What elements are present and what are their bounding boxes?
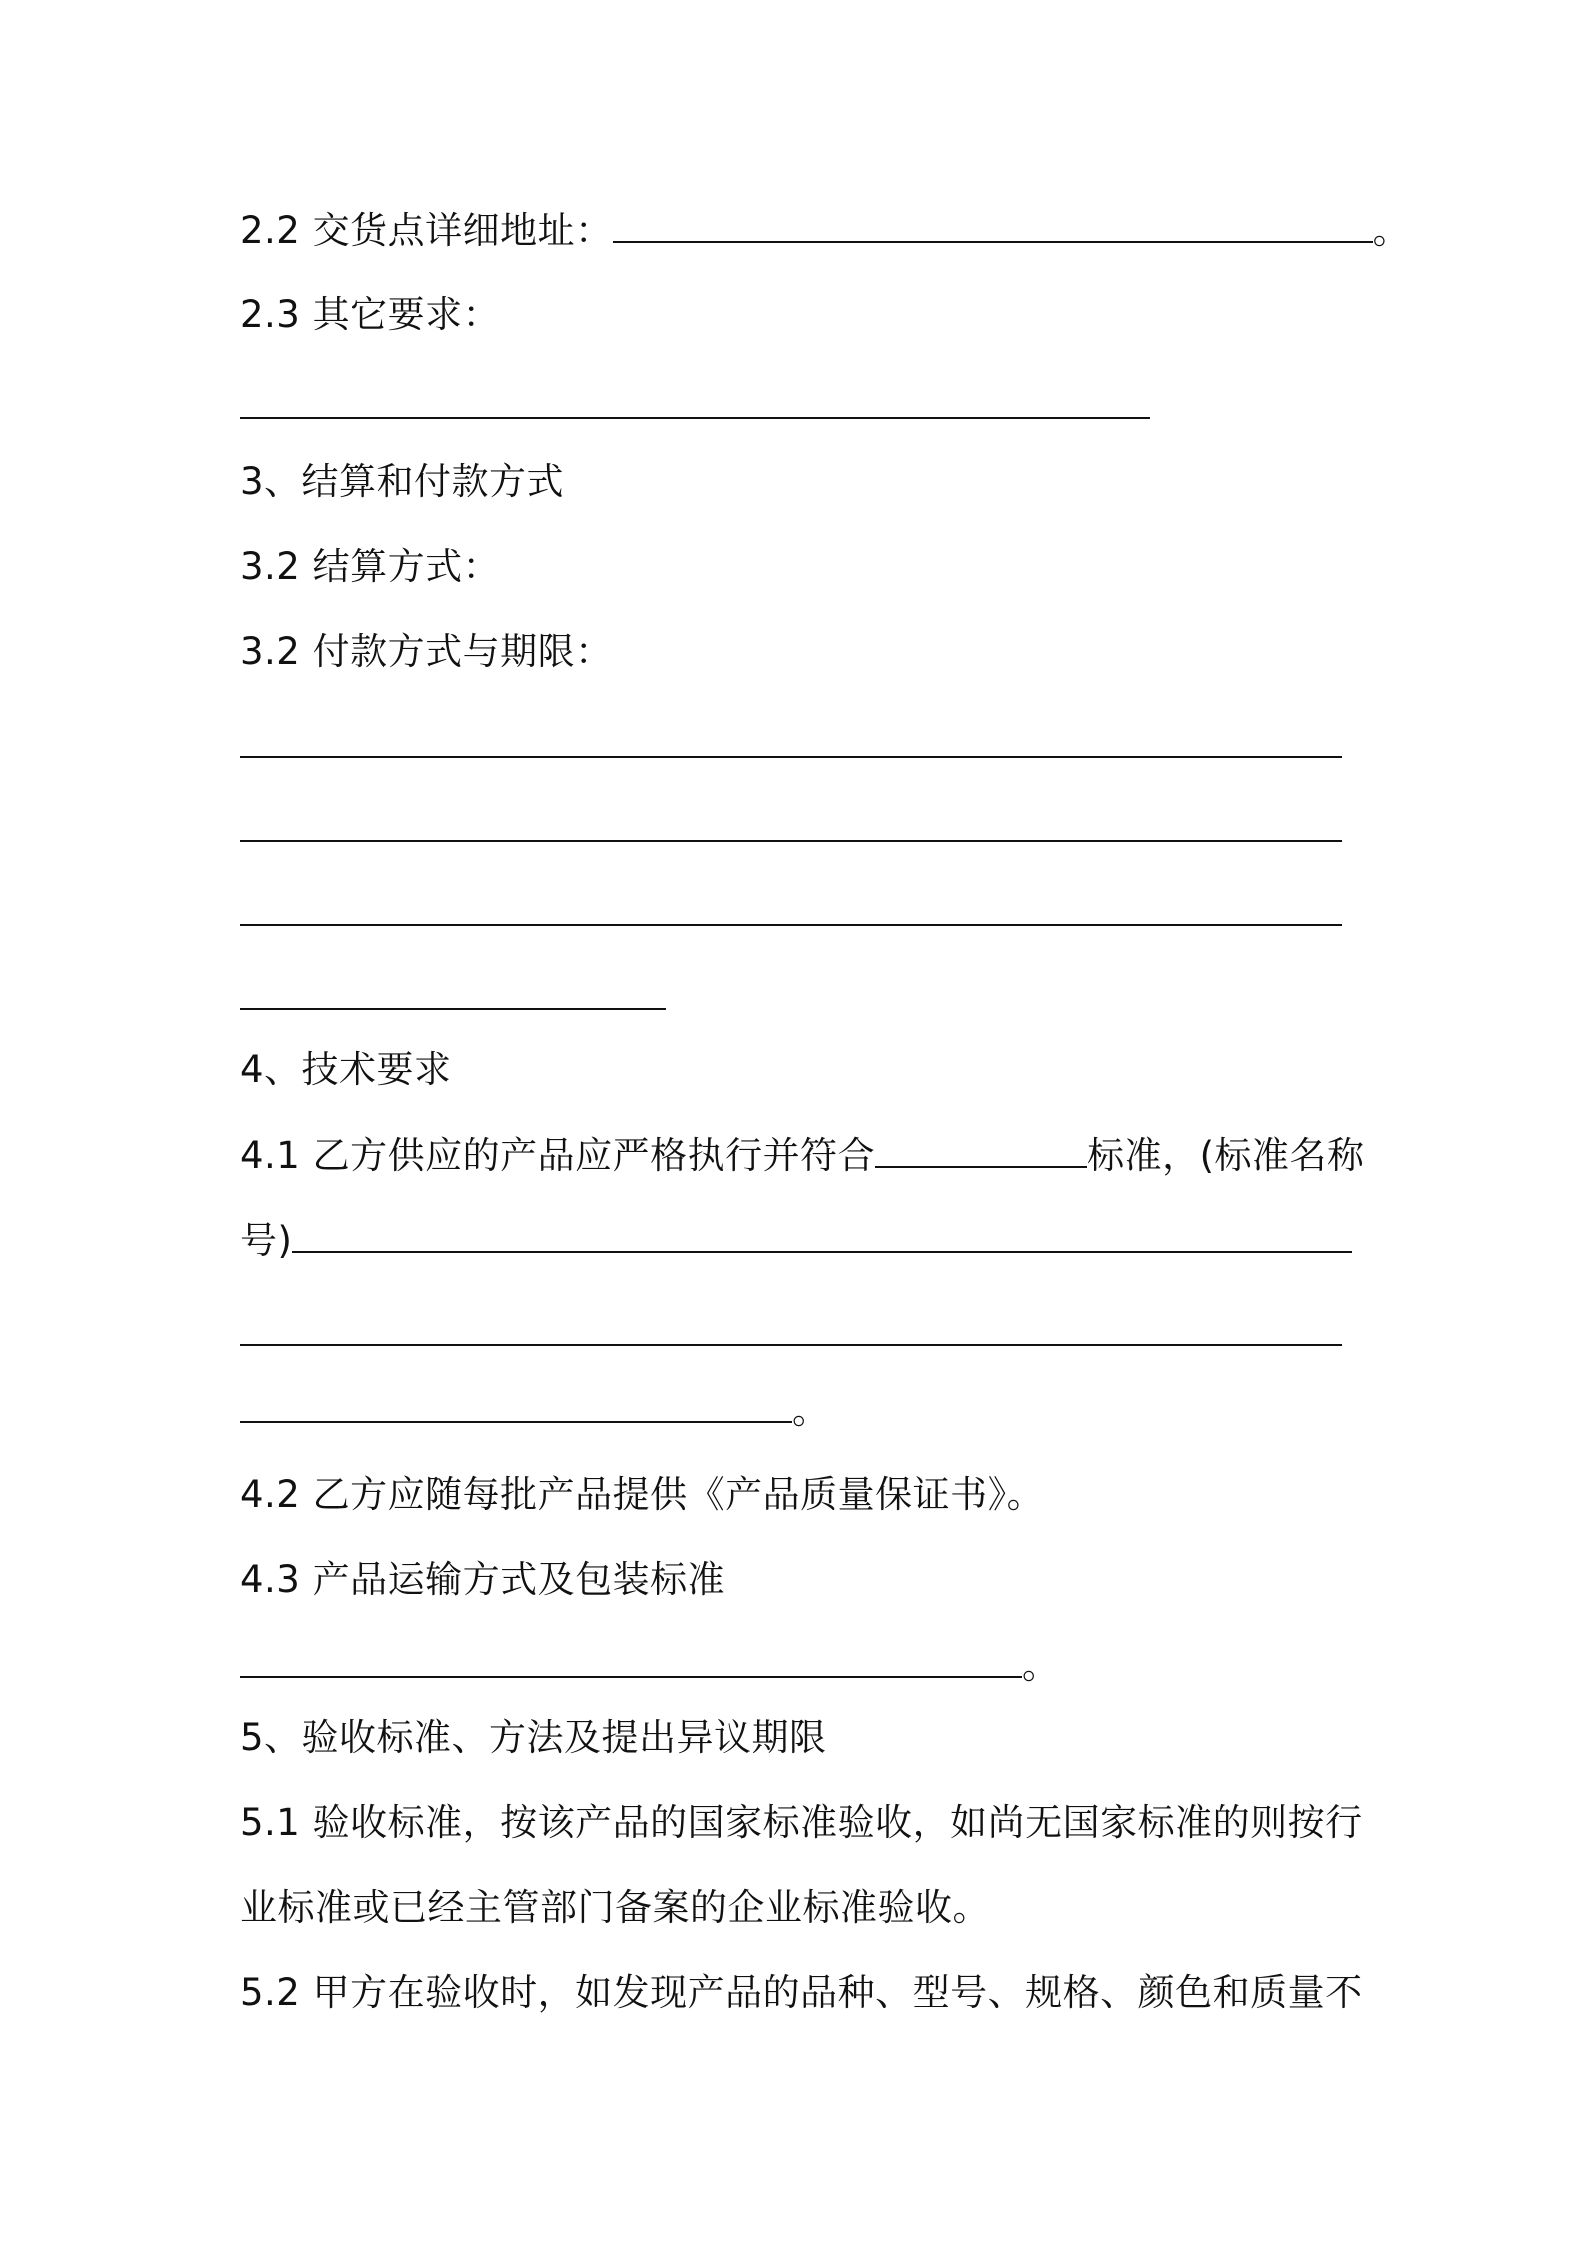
clause-4-2: 4.2 乙方应随每批产品提供《产品质量保证书》。 bbox=[240, 1473, 1045, 1516]
payment-blank-2[interactable] bbox=[240, 840, 1342, 842]
transport-packaging-blank[interactable] bbox=[240, 1640, 1022, 1678]
standard-number-blank[interactable] bbox=[292, 1215, 1352, 1253]
clause-4-3-period: 。 bbox=[1022, 1644, 1060, 1687]
clause-5-1-cont: 业标准或已经主管部门备案的企业标准验收。 bbox=[240, 1886, 990, 1929]
clause-4-1-text: 4.1 乙方供应的产品应严格执行并符合 bbox=[240, 1134, 876, 1177]
standard-number-label: 号) bbox=[240, 1219, 293, 1262]
standard-blank-3[interactable] bbox=[240, 1385, 792, 1423]
payment-blank-3[interactable] bbox=[240, 924, 1342, 926]
section-4-heading: 4、技术要求 bbox=[240, 1048, 452, 1091]
clause-4-1-text-2: 标准，(标准名称 bbox=[1087, 1134, 1365, 1177]
payment-blank-4[interactable] bbox=[240, 1008, 666, 1010]
clause-4-3-blank-line bbox=[240, 1640, 1060, 1691]
clause-2-2 bbox=[240, 205, 1410, 256]
clause-5-1: 5.1 验收标准，按该产品的国家标准验收，如尚无国家标准的则按行 bbox=[240, 1801, 1363, 1844]
clause-4-1-end bbox=[240, 1385, 830, 1436]
payment-blank-1[interactable] bbox=[240, 756, 1342, 758]
section-3-heading: 3、结算和付款方式 bbox=[240, 460, 565, 503]
standard-blank[interactable] bbox=[875, 1130, 1087, 1168]
clause-3-2-settlement: 3.2 结算方式： bbox=[240, 545, 501, 588]
clause-5-2: 5.2 甲方在验收时，如发现产品的品种、型号、规格、颜色和质量不 bbox=[240, 1971, 1363, 2014]
clause-2-3: 2.3 其它要求： bbox=[240, 293, 501, 336]
clause-4-1-period: 。 bbox=[792, 1389, 830, 1432]
other-requirements-blank[interactable] bbox=[240, 417, 1150, 419]
standard-blank-2[interactable] bbox=[240, 1344, 1342, 1346]
clause-2-2-text: 2.2 交货点详细地址： bbox=[240, 209, 613, 252]
section-5-heading: 5、验收标准、方法及提出异议期限 bbox=[240, 1716, 827, 1759]
clause-2-2-end: 。 bbox=[1372, 209, 1411, 252]
clause-4-1-cont bbox=[240, 1215, 1352, 1266]
clause-3-2-payment: 3.2 付款方式与期限： bbox=[240, 630, 613, 673]
clause-4-1 bbox=[240, 1130, 1365, 1181]
clause-4-3: 4.3 产品运输方式及包装标准 bbox=[240, 1558, 726, 1601]
delivery-address-blank[interactable] bbox=[613, 205, 1373, 243]
